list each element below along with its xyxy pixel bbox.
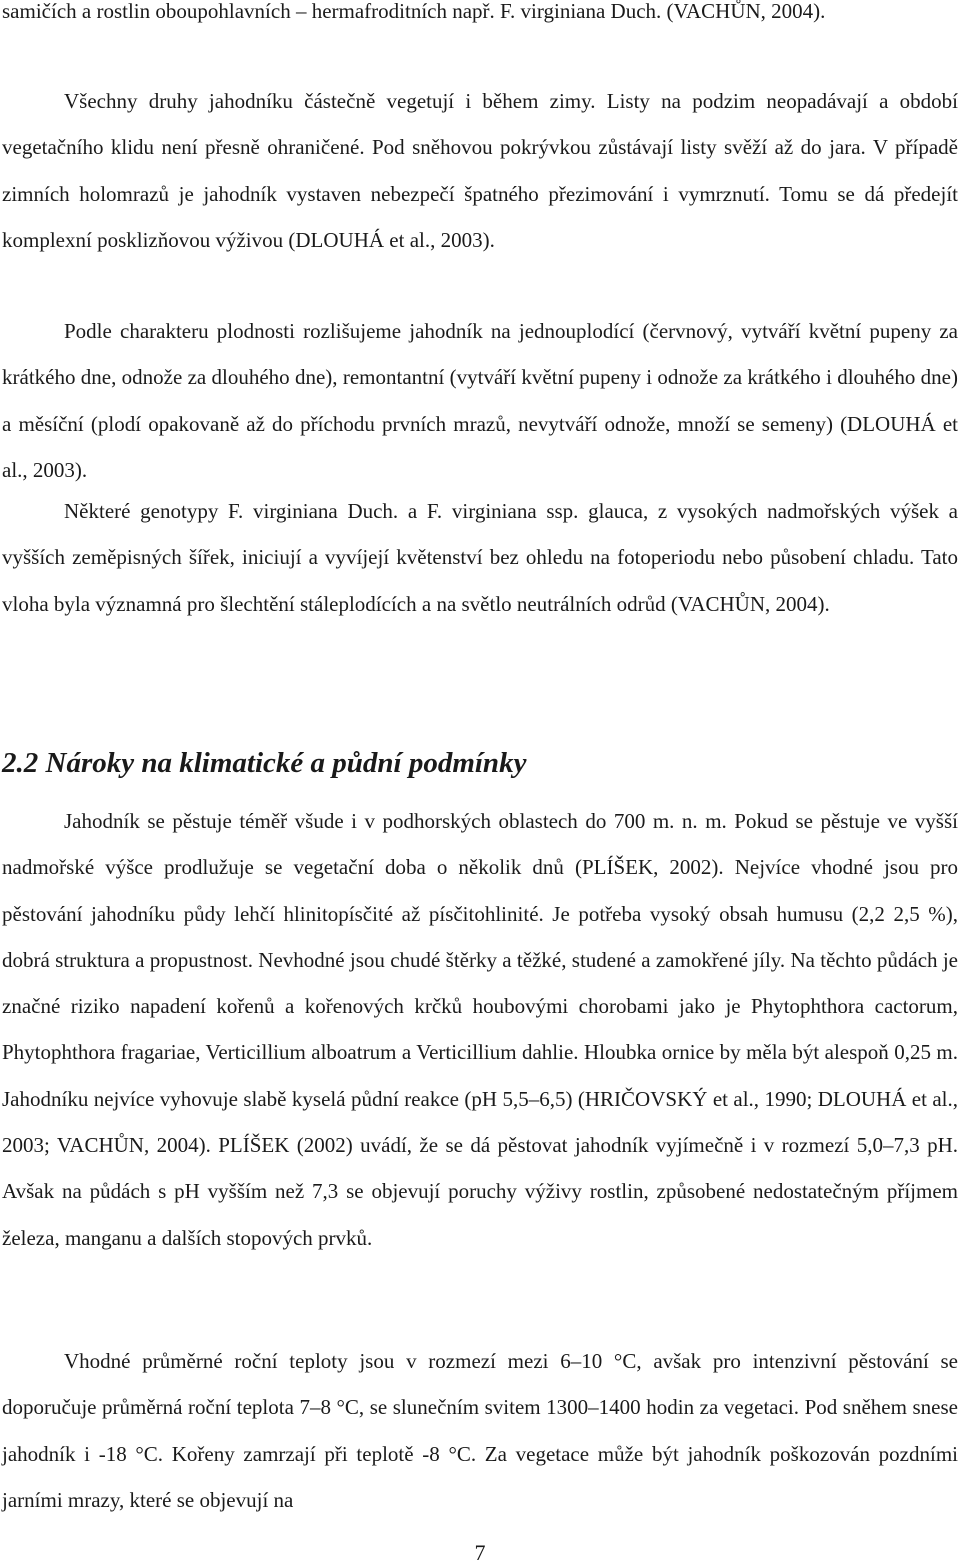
paragraph-fertility-types: Podle charakteru plodnosti rozlišujeme jahodník na jednouplodící (červnový, vytváří květní pupeny za krátkého dne, odnože za dlouhého dne), remontantní (vytváří květní pupeny i odnože za krátkého i dlouhého dne) a měsíční (plodí opakovaně až do příchodu prvních mrazů, nevytváří odnože, množí se semeny) (DLOUHÁ et al., 2003). xyxy=(2,319,958,482)
paragraph-continuation: samičích a rostlin oboupohlavních – hermafroditních např. F. virginiana Duch. (VACHŮN, 2004). xyxy=(2,0,826,23)
paragraph-winter-vegetation: Všechny druhy jahodníku částečně vegetují i během zimy. Listy na podzim neopadávají a období vegetačního klidu není přesně ohraničené. Pod sněhovou pokrývkou zůstávají listy svěží až do jara. V případě zimních holomrazů je jahodník vystaven nebezpečí špatného přezimování i vymrznutí. Tomu se dá předejít komplexní posklizňovou výživou (DLOUHÁ et al., 2003). xyxy=(2,89,958,252)
paragraph-soil-requirements: Jahodník se pěstuje téměř všude i v podhorských oblastech do 700 m. n. m. Pokud se pěstuje ve vyšší nadmořské výšce prodlužuje se vegetační doba o několik dnů (PLÍŠEK, 2002). Nejvíce vhodné jsou pro pěstování jahodníku půdy lehčí hlinitopísčité až písčitohlinité. Je potřeba vysoký obsah humusu (2,2 2,5 %), dobrá struktura a propustnost. Nevhodné jsou chudé štěrky a těžké, studené a zamokřené jíly. Na těchto půdách je značné riziko napadení kořenů a kořenových krčků houbovými chorobami jako je Phytophthora cactorum, Phytophthora fragariae, Verticillium alboatrum a Verticillium dahlie. Hloubka ornice by měla být alespoň 0,25 m. Jahodníku nejvíce vyhovuje slabě kyselá půdní reakce (pH 5,5–6,5) (HRIČOVSKÝ et al., 1990; DLOUHÁ et al., 2003; VACHŮN, 2004). PLÍŠEK (2002) uvádí, že se dá pěstovat jahodník vyjímečně i v rozmezí 5,0–7,3 pH. Avšak na půdách s pH vyšším než 7,3 se objevují poruchy výživy rostlin, způsobené nedostatečným příjmem železa, manganu a dalších stopových prvků. xyxy=(2,809,958,1250)
page-number: 7 xyxy=(474,1540,486,1565)
section-heading: 2.2 Nároky na klimatické a půdní podmínky xyxy=(2,747,527,779)
paragraph-genotypes: Některé genotypy F. virginiana Duch. a F. virginiana ssp. glauca, z vysokých nadmořských výšek a vyšších zeměpisných šířek, iniciují a vyvíjejí květenství bez ohledu na fotoperiodu nebo působení chladu. Tato vloha byla významná pro šlechtění stáleplodících a na světlo neutrálních odrůd (VACHŮN, 2004). xyxy=(2,499,958,616)
paragraph-temperature: Vhodné průměrné roční teploty jsou v rozmezí mezi 6–10 °C, avšak pro intenzivní pěstování se doporučuje průměrná roční teplota 7–8 °C, se slunečním svitem 1300–1400 hodin za vegetaci. Pod sněhem snese jahodník i -18 °C. Kořeny zamrzají při teplotě -8 °C. Za vegetace může být jahodník poškozován pozdními jarními mrazy, které se objevují na xyxy=(2,1349,958,1512)
